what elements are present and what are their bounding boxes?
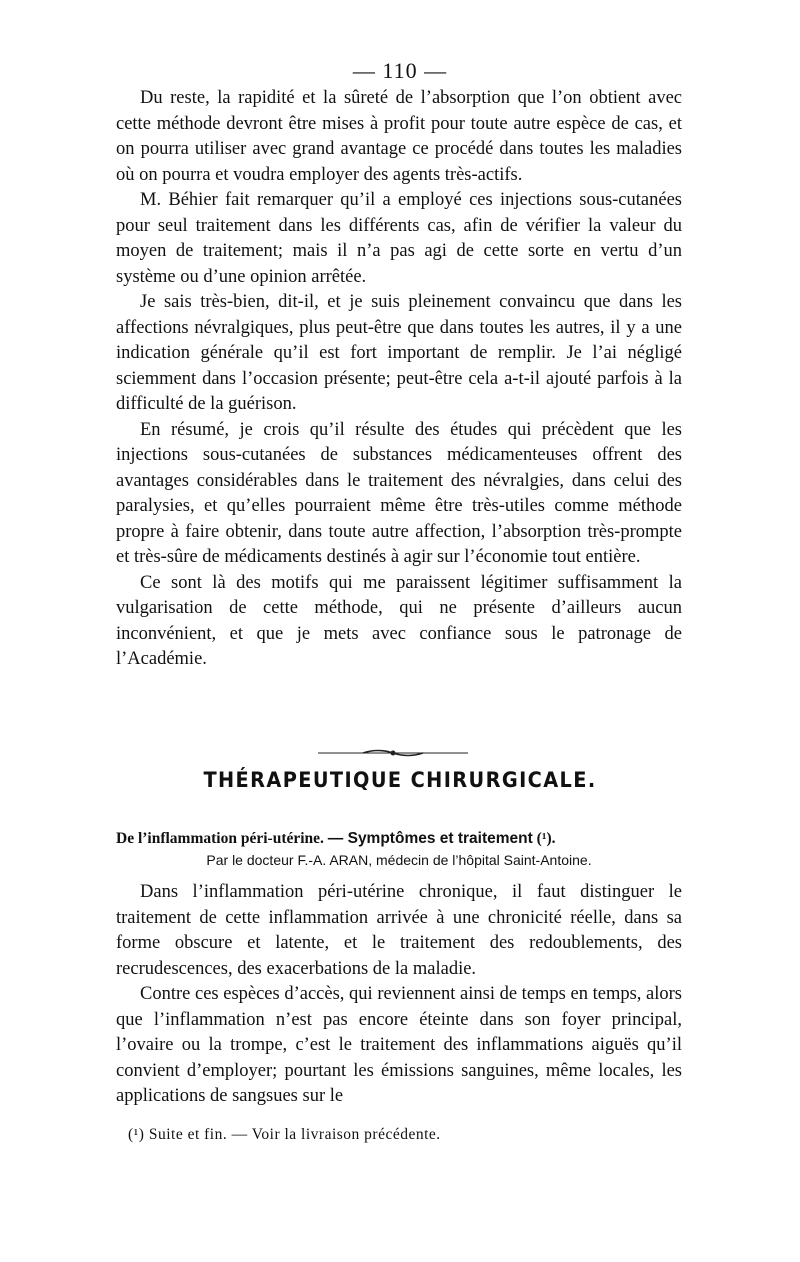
footnote: (¹) Suite et fin. — Voir la livraison précédente. xyxy=(128,1126,441,1143)
page-number: — 110 — xyxy=(352,58,448,83)
author-line: Par le docteur F.-A. ARAN, médecin de l’hôpital Saint-Antoine. xyxy=(206,852,592,868)
article-title-main: De l’inflammation péri-utérine. xyxy=(116,830,324,847)
paragraph: Ce sont là des motifs qui me paraissent légitimer suffisamment la vulgarisation de cette méthode, qui ne présente d’ailleurs aucun inconvénient, et que je mets avec confiance sous le patronage de l’Académie. xyxy=(116,572,682,669)
section-title: THÉRAPEUTIQUE CHIRURGICALE. xyxy=(203,768,597,792)
paragraph: Dans l’inflammation péri-utérine chronique, il faut distinguer le traitement de cette inflammation arrivée à une chronicité réelle, dans sa forme obscure et latente, et le traitement des redoublements, des recrudescences, des exacerbations de la maladie. xyxy=(116,882,682,979)
article-title xyxy=(116,830,682,848)
body-text-top xyxy=(116,86,682,673)
footnote-reference: (¹). xyxy=(536,830,556,847)
paragraph: Du reste, la rapidité et la sûreté de l’absorption que l’on obtient avec cette méthode devront être mises à profit pour toute autre espèce de cas, et on pourra utiliser avec grand avantage ce procédé dans toutes les maladies où on pourra et voudra employer des agents très-actifs. xyxy=(116,88,682,185)
paragraph: M. Béhier fait remarquer qu’il a employé ces injections sous-cutanées pour seul traitement dans les différents cas, afin de vérifier la valeur du moyen de traitement; mais il n’a pas agi de cette sorte en vertu d’un système ou d’une opinion arrêtée. xyxy=(116,190,682,287)
paragraph: En résumé, je crois qu’il résulte des études qui précèdent que les injections sous-cutanées de substances médicamenteuses offrent des avantages considérables dans le traitement des névralgies, dans celui des paralysies, et qu’elles pourraient même être très-utiles comme méthode propre à faire obtenir, dans toute autre affection, l’absorption très-prompte et très-sûre de médicaments destinés à agir sur l’économie tout entière. xyxy=(116,419,682,567)
article-subtitle: — Symptômes et traitement xyxy=(327,830,533,847)
section-divider-ornament xyxy=(318,748,468,758)
paragraph: Je sais très-bien, dit-il, et je suis pleinement convaincu que dans les affections névralgiques, plus peut-être que dans toutes les autres, il y a une indication générale qu’il est fort important de remplir. Je l’ai négligé sciemment dans l’occasion présente; peut-être cela a-t-il ajouté parfois à la difficulté de la guérison. xyxy=(116,292,682,414)
body-text-bottom xyxy=(116,880,682,1110)
paragraph: Contre ces espèces d’accès, qui reviennent ainsi de temps en temps, alors que l’inflammation n’est pas encore éteinte dans son foyer principal, l’ovaire ou la trompe, c’est le traitement des inflammations aiguës qu’il convient d’employer; pourtant les émissions sanguines, même locales, les applications de sangsues sur le xyxy=(116,984,682,1106)
